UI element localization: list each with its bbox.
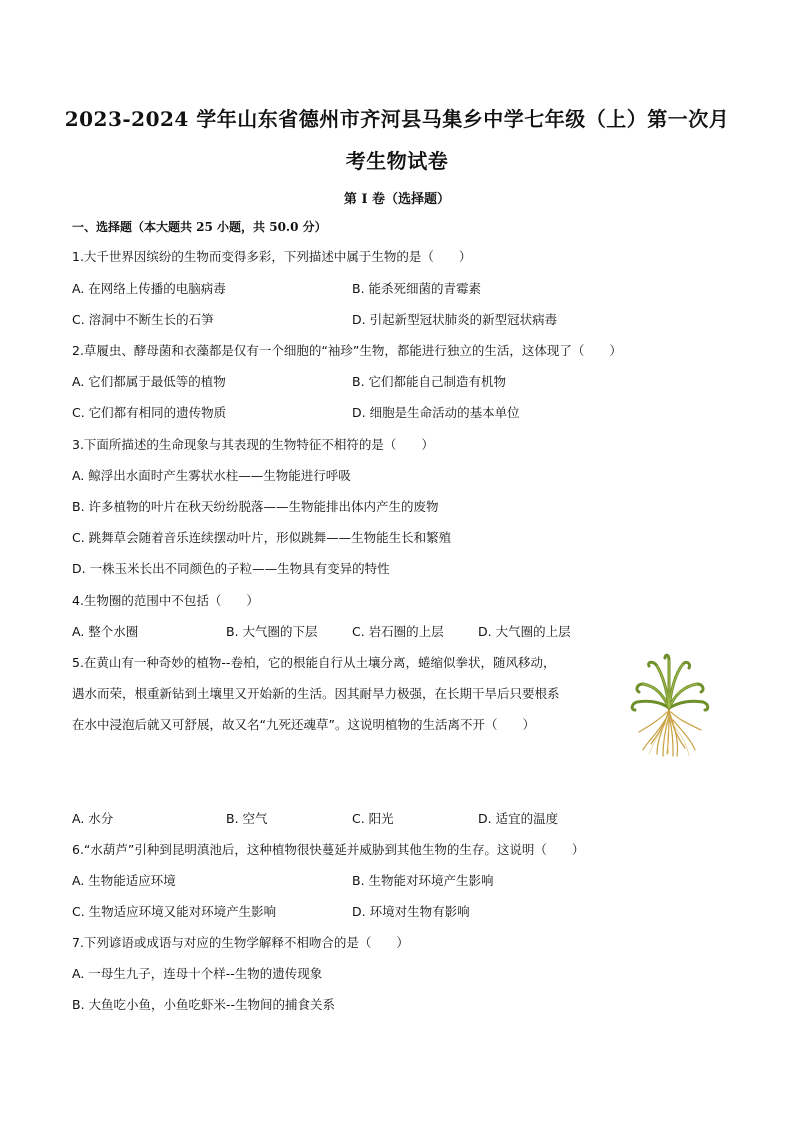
exam-title-line1: 2023-2024 学年山东省德州市齐河县马集乡中学七年级（上）第一次月 (64, 107, 730, 131)
question-stem: 7.下列谚语或成语与对应的生物学解释不相吻合的是（ ） (72, 935, 409, 950)
option-d: D. 引起新型冠状肺炎的新型冠状病毒 (352, 312, 558, 327)
question-stem: 6.“水葫芦”引种到昆明滇池后，这种植物很快蔓延并威胁到其他生物的生存。这说明（ ） (72, 842, 585, 857)
option-d: D. 一株玉米长出不同颜色的子粒——生物具有变异的特性 (72, 561, 390, 576)
section-heading: 一、选择题（本大题共 25 小题，共 50.0 分） (72, 220, 327, 234)
option-c: C. 它们都有相同的遗传物质 (72, 405, 227, 420)
option-d: D. 适宜的温度 (478, 811, 559, 826)
option-b: B. 许多植物的叶片在秋天纷纷脱落——生物能排出体内产生的废物 (72, 499, 439, 514)
option-a: A. 鲸浮出水面时产生雾状水柱——生物能进行呼吸 (72, 468, 351, 483)
question-stem: 2.草履虫、酵母菌和衣藻都是仅有一个细胞的“袖珍”生物，都能进行独立的生活，这体现了（ ） (72, 343, 622, 358)
question-stem: 4.生物圈的范围中不包括（ ） (72, 593, 259, 608)
option-b: B. 空气 (226, 811, 268, 826)
option-d: D. 环境对生物有影响 (352, 904, 470, 919)
question-stem: 3.下面所描述的生命现象与其表现的生物特征不相符的是（ ） (72, 437, 434, 452)
option-a: A. 水分 (72, 811, 114, 826)
option-c: C. 溶洞中不断生长的石笋 (72, 312, 214, 327)
option-a: A. 整个水圈 (72, 624, 139, 639)
option-b: B. 生物能对环境产生影响 (352, 873, 494, 888)
option-b: B. 能杀死细菌的青霉素 (352, 281, 482, 296)
option-c: C. 跳舞草会随着音乐连续摆动叶片，形似跳舞——生物能生长和繁殖 (72, 530, 452, 545)
option-b: B. 它们都能自己制造有机物 (352, 374, 507, 389)
selaginella-plant-image (627, 650, 711, 758)
option-b: B. 大气圈的下层 (226, 624, 318, 639)
option-a: A. 在网络上传播的电脑病毒 (72, 281, 226, 296)
option-a: A. 它们都属于最低等的植物 (72, 374, 226, 389)
volume-heading: 第 I 卷（选择题） (343, 192, 451, 207)
option-c: C. 阳光 (352, 811, 394, 826)
question-stem-line: 在水中浸泡后就又可舒展，故又名“九死还魂草”。这说明植物的生活离不开（ ） (72, 717, 535, 732)
option-c: C. 岩石圈的上层 (352, 624, 444, 639)
question-stem: 1.大千世界因缤纷的生物而变得多彩，下列描述中属于生物的是（ ） (72, 249, 472, 264)
question-stem-line: 遇水而荣，根重新钻到土壤里又开始新的生活。因其耐旱力极强，在长期干旱后只要根系 (72, 686, 560, 701)
option-b: B. 大鱼吃小鱼，小鱼吃虾米--生物间的捕食关系 (72, 997, 336, 1012)
exam-title-line2: 考生物试卷 (345, 149, 449, 173)
option-d: D. 细胞是生命活动的基本单位 (352, 405, 520, 420)
question-stem-line: 5.在黄山有一种奇妙的植物--卷柏，它的根能自行从土壤分离，蜷缩似拳状，随风移动， (72, 655, 556, 670)
option-c: C. 生物适应环境又能对环境产生影响 (72, 904, 277, 919)
option-a: A. 一母生九子，连母十个样--生物的遗传现象 (72, 966, 323, 981)
option-d: D. 大气圈的上层 (478, 624, 571, 639)
option-a: A. 生物能适应环境 (72, 873, 176, 888)
